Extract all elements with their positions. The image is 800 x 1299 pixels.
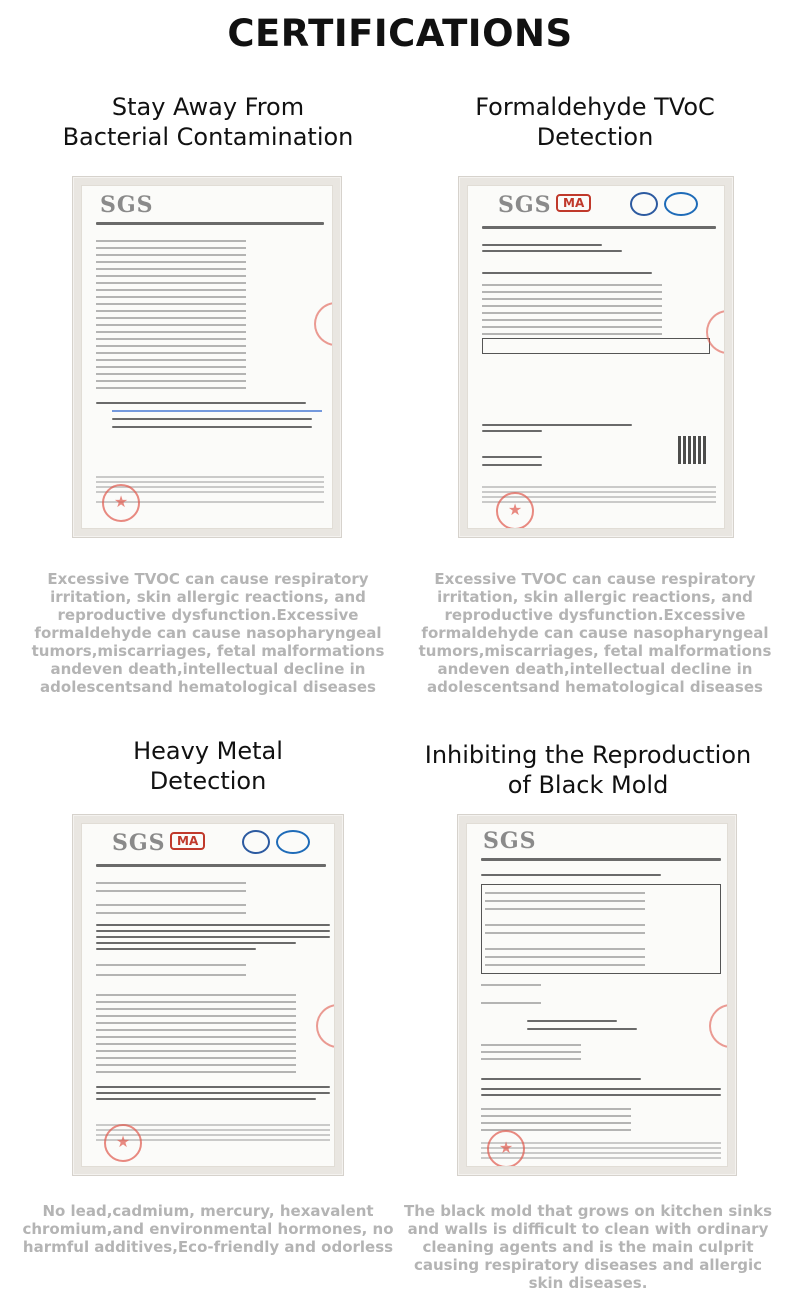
certificate-image bbox=[458, 176, 734, 538]
ma-logo: MA bbox=[170, 832, 205, 850]
ilac-mra-logo bbox=[242, 830, 270, 854]
certificate-image bbox=[72, 176, 342, 538]
certificate-image bbox=[457, 814, 737, 1176]
seal-stamp bbox=[104, 1124, 142, 1162]
section-heading: Stay Away From Bacterial Contamination bbox=[62, 93, 354, 151]
cnas-logo bbox=[664, 192, 698, 216]
ilac-mra-logo bbox=[630, 192, 658, 216]
section-heading: Formaldehyde TVoC Detection bbox=[475, 93, 715, 151]
section-black-mold bbox=[398, 740, 778, 1292]
seal-stamp bbox=[102, 484, 140, 522]
qr-code bbox=[678, 436, 706, 464]
sgs-logo: SGS bbox=[112, 830, 166, 856]
seal-stamp bbox=[496, 492, 534, 529]
section-description: No lead,cadmium, mercury, hexavalent chromium,and environmental hormones, no harmful additives,Eco-friendly and odorless bbox=[22, 1202, 394, 1256]
certificate-image bbox=[72, 814, 344, 1176]
section-description: Excessive TVOC can cause respiratory irritation, skin allergic reactions, and reproductive dysfunction.Excessive formaldehyde can cause nasopharyngeal tumors,miscarriages, fetal malformations andeven death,intellectual decline in adolescentsand hematological diseases bbox=[31, 570, 385, 696]
ma-logo: MA bbox=[556, 194, 591, 212]
sgs-logo: SGS bbox=[498, 192, 552, 218]
section-heading: Inhibiting the Reproduction of Black Mold bbox=[424, 741, 752, 799]
seal-stamp bbox=[487, 1130, 525, 1167]
section-heavy-metal bbox=[18, 736, 398, 1266]
section-description: The black mold that grows on kitchen sinks and walls is difficult to clean with ordinary cleaning agents and is the main culprit causing respiratory diseases and allergic skin diseases. bbox=[403, 1202, 773, 1292]
section-bacterial bbox=[18, 92, 398, 702]
sgs-logo: SGS bbox=[100, 192, 154, 218]
sgs-logo: SGS bbox=[483, 828, 537, 854]
page-title: CERTIFICATIONS bbox=[227, 12, 573, 55]
cnas-logo bbox=[276, 830, 310, 854]
section-heading: Heavy Metal Detection bbox=[133, 737, 283, 795]
section-description: Excessive TVOC can cause respiratory irritation, skin allergic reactions, and reproductive dysfunction.Excessive formaldehyde can cause nasopharyngeal tumors,miscarriages, fetal malformations andeven death,intellectual decline in adolescentsand hematological diseases bbox=[418, 570, 772, 696]
section-formaldehyde bbox=[405, 92, 785, 702]
